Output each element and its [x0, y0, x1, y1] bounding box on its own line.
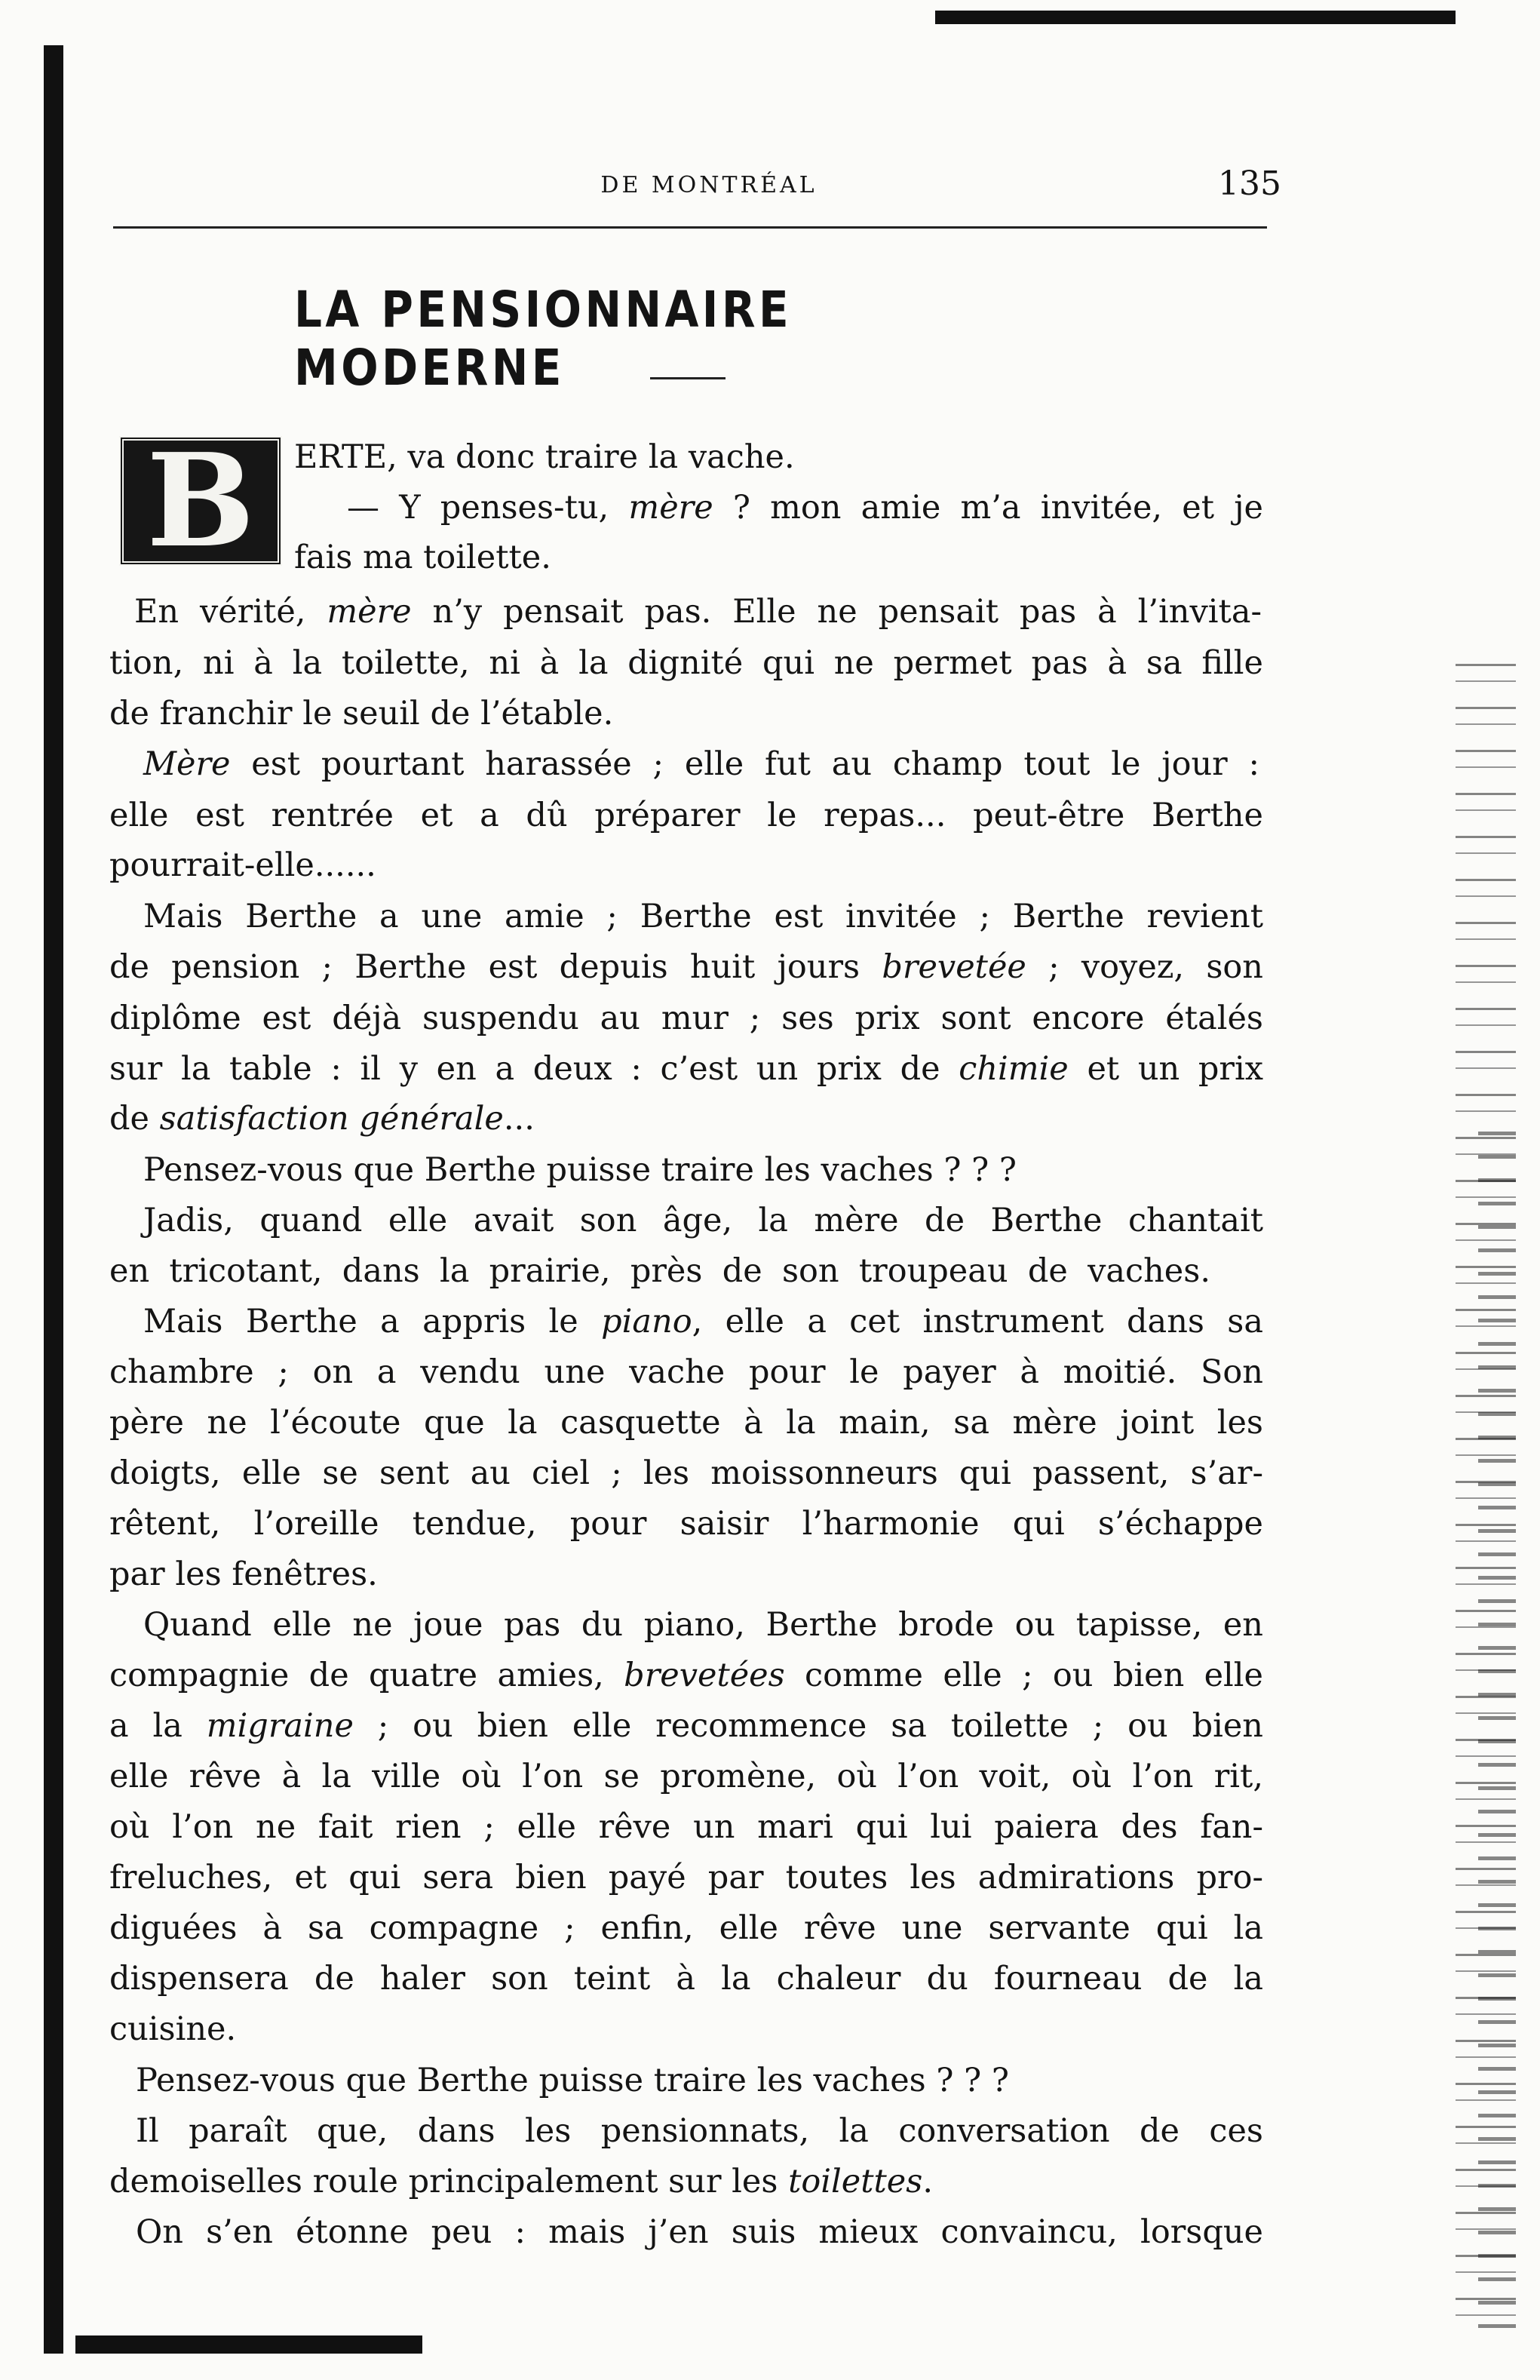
text-span: , elle a cet instrument dans sa — [692, 1303, 1263, 1340]
text-span: dispensera de haler son teint à la chaleur du fourneau de la — [109, 1960, 1263, 1998]
text-line — [109, 1505, 1263, 1543]
text-span: doigts, elle se sent au ciel ; les moissonneurs qui passent, s’ar- — [109, 1454, 1263, 1492]
drop-cap-ornament — [119, 425, 282, 576]
text-span: sur la table : il y en a deux : c’est un prix de — [109, 1050, 959, 1088]
text-span: où l’on ne fait rien ; elle rêve un mari qui lui paiera des fan- — [109, 1808, 1263, 1846]
text-line — [109, 948, 1263, 986]
italic-text: mère — [327, 593, 412, 631]
text-span: fais ma toilette. — [294, 539, 551, 576]
text-line — [109, 1404, 1263, 1442]
text-span: de franchir le seuil de l’étable. — [109, 695, 614, 732]
text-line — [109, 1100, 535, 1138]
text-span: rêtent, l’oreille tendue, pour saisir l’harmonie qui s’échappe — [109, 1505, 1263, 1543]
italic-text: satisfaction générale — [159, 1100, 504, 1138]
text-span: est pourtant harassée ; elle fut au champ tout le jour : — [230, 745, 1259, 783]
text-span: de pension ; Berthe est depuis huit jours — [109, 948, 882, 986]
text-span: elle rêve à la ville où l’on se promène, où l’on voit, où l’on rit, — [109, 1758, 1263, 1795]
text-line — [109, 1252, 1210, 1290]
text-span: père ne l’écoute que la casquette à la main, sa mère joint les — [109, 1404, 1263, 1442]
text-line — [109, 644, 1263, 682]
text-line — [347, 489, 1264, 527]
italic-text: Mère — [143, 745, 231, 783]
text-span: n’y pensait pas. Elle ne pensait pas à l’invita- — [411, 593, 1262, 631]
text-line — [109, 1050, 1263, 1088]
text-span: Pensez-vous que Berthe puisse traire les vaches ? ? ? — [143, 1151, 1017, 1189]
italic-text: piano — [601, 1303, 692, 1340]
text-span: En vérité, — [134, 593, 327, 631]
text-line — [109, 1808, 1263, 1846]
text-span: Jadis, quand elle avait son âge, la mère de Berthe chantait — [143, 1202, 1263, 1239]
text-line — [109, 1859, 1263, 1896]
text-span: Quand elle ne joue pas du piano, Berthe brode ou tapisse, en — [143, 1606, 1263, 1644]
italic-text: mère — [628, 489, 713, 527]
text-span: pourrait-elle...... — [109, 846, 376, 884]
text-line — [109, 2163, 977, 2200]
text-span: — Y penses-tu, — [347, 489, 629, 527]
text-span: On s’en étonne peu : mais j’en suis mieux convaincu, lorsque — [136, 2213, 1263, 2251]
text-span: . — [922, 2163, 933, 2200]
header-rule — [113, 226, 1267, 229]
italic-text: migraine — [206, 1707, 354, 1745]
text-line — [294, 438, 1109, 476]
text-line — [109, 1758, 1263, 1795]
text-line — [136, 2112, 1263, 2150]
text-span: ; voyez, son — [1026, 948, 1263, 986]
text-line — [109, 1707, 1263, 1745]
text-line — [143, 1202, 1263, 1239]
text-span: elle est rentrée et a dû préparer le repas... peut-être Berthe — [109, 797, 1263, 834]
italic-text: toilettes — [788, 2163, 923, 2200]
text-span: Il paraît que, dans les pensionnats, la conversation de ces — [136, 2112, 1263, 2150]
text-span: comme elle ; ou bien elle — [784, 1657, 1264, 1694]
text-span: Mais Berthe a appris le — [143, 1303, 602, 1340]
text-line — [143, 1606, 1263, 1644]
text-line — [294, 539, 611, 576]
text-line — [109, 1555, 400, 1593]
title-rule — [650, 377, 726, 379]
italic-text: brevetée — [882, 948, 1026, 986]
text-line — [143, 898, 1263, 935]
scan-edge-bottom — [75, 2335, 422, 2354]
text-span: freluches, et qui sera bien payé par toutes les admirations pro- — [109, 1859, 1263, 1896]
text-line — [109, 1353, 1263, 1391]
text-span: ; ou bien elle recommence sa toilette ; ou bien — [353, 1707, 1263, 1745]
text-line — [109, 846, 434, 884]
text-line — [136, 2062, 1094, 2099]
text-span: a la — [109, 1707, 207, 1745]
text-span: tion, ni à la toilette, ni à la dignité qui ne permet pas à sa fille — [109, 644, 1263, 682]
text-line — [143, 745, 1259, 783]
text-line — [109, 1454, 1263, 1492]
text-line — [143, 1151, 1086, 1189]
text-span: ... — [503, 1100, 535, 1138]
italic-text: brevetées — [624, 1657, 785, 1694]
chapter-title: LA PENSIONNAIRE MODERNE — [294, 281, 793, 397]
text-line — [109, 1657, 1264, 1694]
scan-edge-top — [935, 11, 1456, 24]
text-span: compagnie de quatre amies, — [109, 1657, 624, 1694]
text-span: ERTE, va donc traire la vache. — [294, 438, 795, 476]
text-line — [134, 593, 1262, 631]
text-line — [109, 1960, 1263, 1998]
text-span: par les fenêtres. — [109, 1555, 378, 1593]
text-span: Mais Berthe a une amie ; Berthe est invitée ; Berthe revient — [143, 898, 1263, 935]
text-span: en tricotant, dans la prairie, près de son troupeau de vaches. — [109, 1252, 1210, 1290]
scan-edge-left — [44, 45, 63, 2354]
text-span: et un prix — [1068, 1050, 1263, 1088]
text-span: Pensez-vous que Berthe puisse traire les vaches ? ? ? — [136, 2062, 1009, 2099]
italic-text: chimie — [959, 1050, 1069, 1088]
text-span: ? mon amie m’a invitée, et je — [713, 489, 1264, 527]
text-line — [136, 2213, 1263, 2251]
text-span: chambre ; on a vendu une vache pour le payer à moitié. Son — [109, 1353, 1263, 1391]
text-line — [109, 2010, 241, 2048]
text-line — [143, 1303, 1263, 1340]
text-span: diguées à sa compagne ; enfin, elle rêve une servante qui la — [109, 1909, 1263, 1947]
text-span: de — [109, 1100, 160, 1138]
text-line — [109, 797, 1263, 834]
running-head: DE MONTRÉAL — [600, 172, 818, 198]
text-line — [109, 1000, 1263, 1037]
text-line — [109, 695, 683, 732]
text-span: demoiselles roule principalement sur les — [109, 2163, 789, 2200]
drop-cap-letter: B — [146, 425, 255, 576]
text-span: diplôme est déjà suspendu au mur ; ses prix sont encore étalés — [109, 1000, 1263, 1037]
page-number: 135 — [1218, 164, 1281, 203]
text-line — [109, 1909, 1263, 1947]
scan-noise — [1478, 1132, 1516, 2339]
text-span: cuisine. — [109, 2010, 237, 2048]
